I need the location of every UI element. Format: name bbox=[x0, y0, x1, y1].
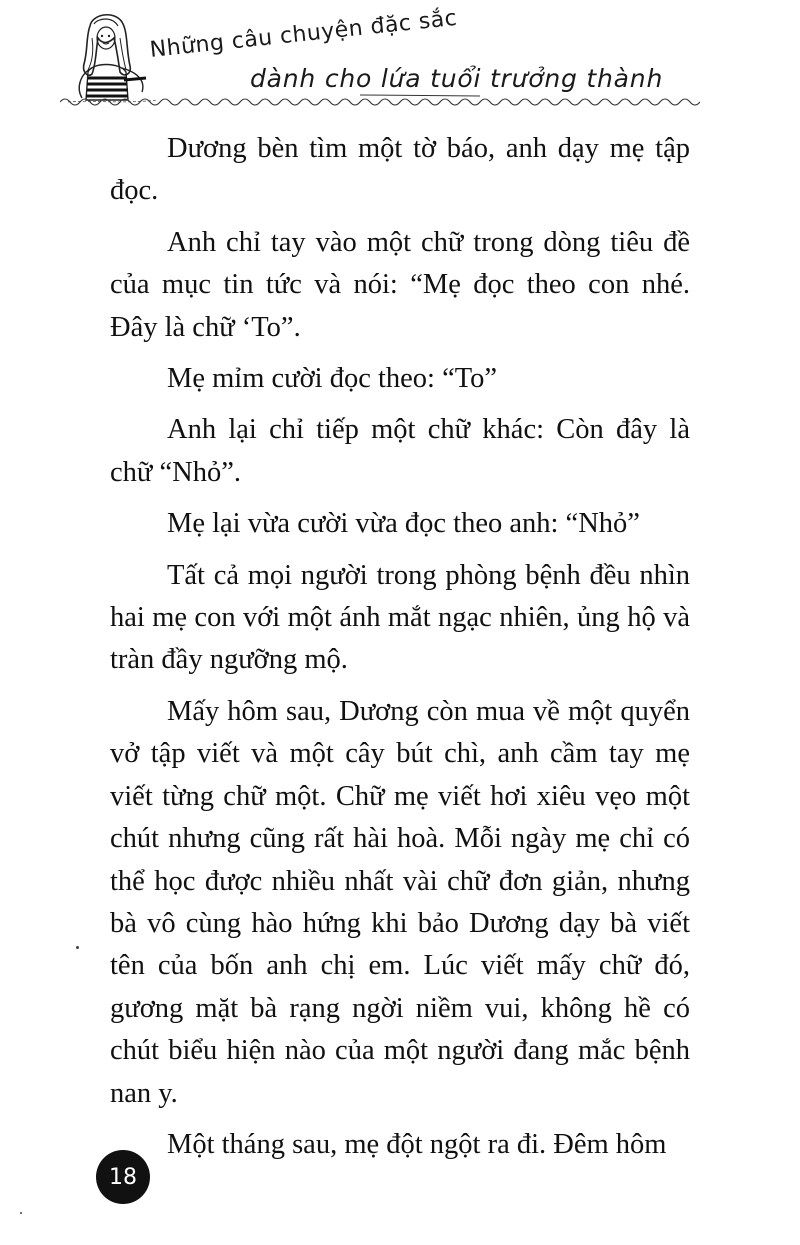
series-title-line1: Những câu chuyện đặc sắc bbox=[148, 5, 459, 63]
paragraph: Anh lại chỉ tiếp một chữ khác: Còn đây là chữ “Nhỏ”. bbox=[110, 414, 690, 488]
paragraph: Mẹ lại vừa cười vừa đọc theo anh: “Nhỏ” bbox=[167, 508, 640, 540]
paragraph: Anh chỉ tay vào một chữ trong dòng tiêu đề của mục tin tức và nói: “Mẹ đọc theo con nhé. Đây là chữ ‘To”. bbox=[110, 226, 690, 343]
series-title-line2: dành cho lứa tuổi trưởng thành bbox=[250, 64, 664, 93]
page-number: 18 bbox=[96, 1150, 150, 1204]
story-text bbox=[110, 128, 690, 1175]
scan-speck bbox=[20, 1212, 22, 1214]
paragraph: Mẹ mỉm cười đọc theo: “To” bbox=[167, 363, 498, 395]
scan-speck bbox=[76, 946, 79, 949]
running-header bbox=[0, 0, 800, 115]
header-wavy-rule bbox=[60, 92, 700, 106]
paragraph: Một tháng sau, mẹ đột ngột ra đi. Đêm hôm bbox=[167, 1128, 667, 1160]
paragraph: Mấy hôm sau, Dương còn mua về một quyển vở tập viết và một cây bút chì, anh cầm tay mẹ viết từng chữ một. Chữ mẹ viết hơi xiêu vẹo một chút nhưng cũng rất hài hoà. Mỗi ngày mẹ chỉ có thể học được nhiều nhất vài chữ đơn giản, nhưng bà vô cùng hào hứng khi bảo Dương dạy bà viết tên của bốn anh chị em. Lúc viết mấy chữ đó, gương mặt bà rạng ngời niềm vui, không hề có chút biểu hiện nào của một người đang mắc bệnh nan y. bbox=[110, 695, 690, 1109]
paragraph: Dương bèn tìm một tờ báo, anh dạy mẹ tập đọc. bbox=[110, 133, 690, 207]
paragraph: Tất cả mọi người trong phòng bệnh đều nhìn hai mẹ con với một ánh mắt ngạc nhiên, ủng hộ và tràn đầy ngưỡng mộ. bbox=[110, 559, 690, 676]
